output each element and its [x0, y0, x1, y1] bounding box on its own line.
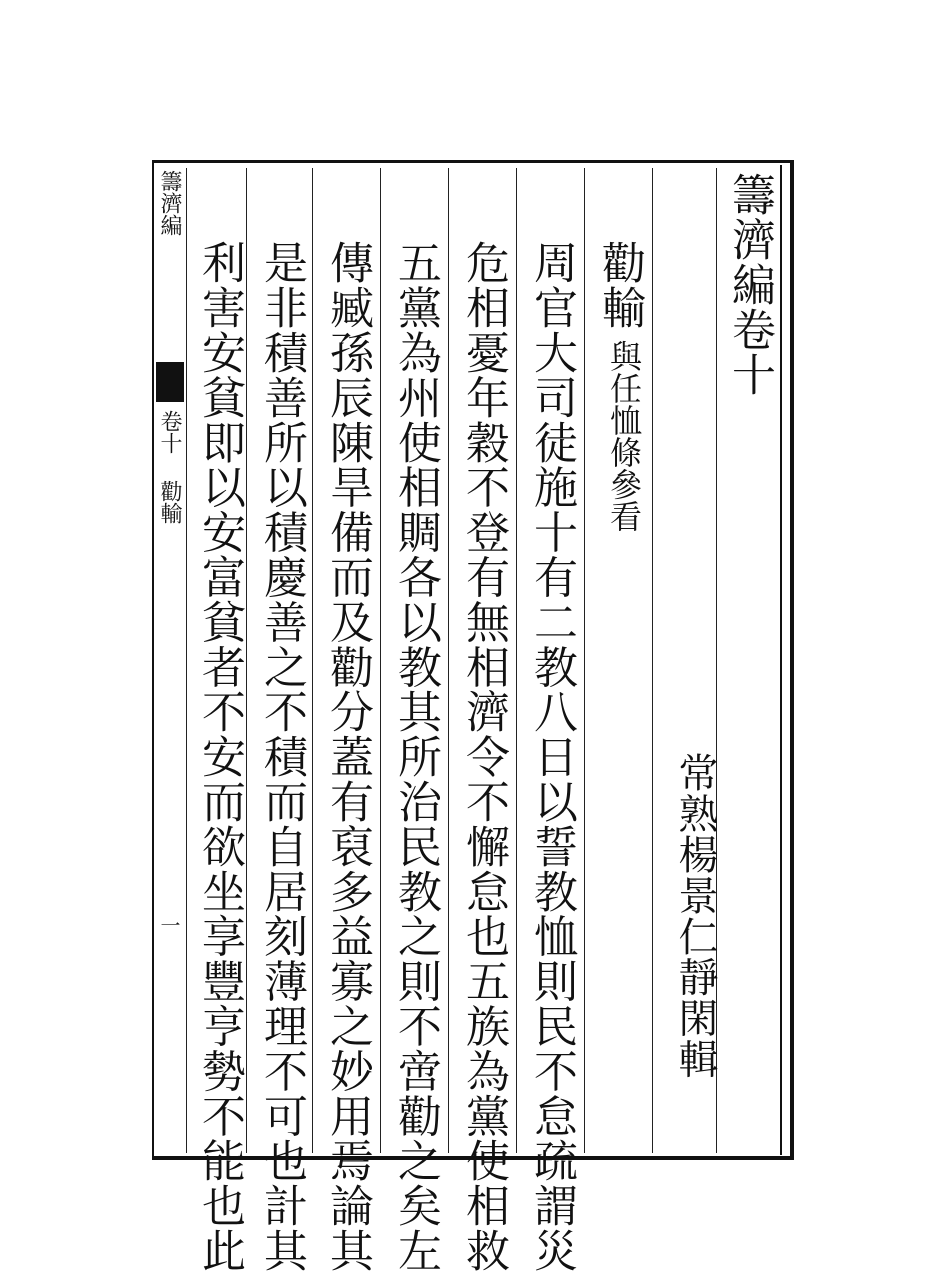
column-rule	[380, 168, 381, 1153]
margin-page-number: 一	[157, 915, 181, 935]
body-column-4: 傳臧孫辰陳旱備而及勸分蓋有裒多益寡之妙用焉論其	[322, 240, 373, 1273]
column-rule	[448, 168, 449, 1153]
column-rule	[186, 168, 187, 1153]
chapter-title: 籌濟編卷十	[724, 172, 775, 397]
fishtail-mark	[156, 362, 184, 402]
body-column-1: 周官大司徒施十有二教八日以誓教恤則民不怠疏謂災	[526, 240, 577, 1273]
body-column-5: 是非積善所以積慶善之不積而自居刻薄理不可也計其	[256, 240, 307, 1273]
column-rule	[584, 168, 585, 1153]
compiler-credit: 常熟楊景仁靜閑輯	[672, 752, 718, 1080]
margin-book-title: 籌濟編	[157, 170, 182, 236]
column-rule	[312, 168, 313, 1153]
margin-section: 勸輸	[157, 480, 182, 524]
column-rule	[652, 168, 653, 1153]
frame-left-border	[152, 160, 154, 1160]
section-note: 與任恤條參看	[605, 340, 643, 532]
body-column-3: 五黨為州使相賙各以教其所治民教之則不啻勸之矣左	[390, 240, 441, 1273]
margin-chapter: 卷十	[157, 410, 182, 454]
column-rule	[246, 168, 247, 1153]
body-column-2: 危相憂年穀不登有無相濟令不懈怠也五族為黨使相救	[458, 240, 509, 1273]
frame-right-border	[790, 160, 794, 1160]
column-rule	[516, 168, 517, 1153]
section-heading: 勸輸	[594, 240, 645, 330]
body-column-6: 利害安貧即以安富貧者不安而欲坐享豐亨勢不能也此	[194, 240, 245, 1273]
frame-top-border	[152, 160, 792, 163]
frame-right-inner-border	[780, 165, 782, 1155]
